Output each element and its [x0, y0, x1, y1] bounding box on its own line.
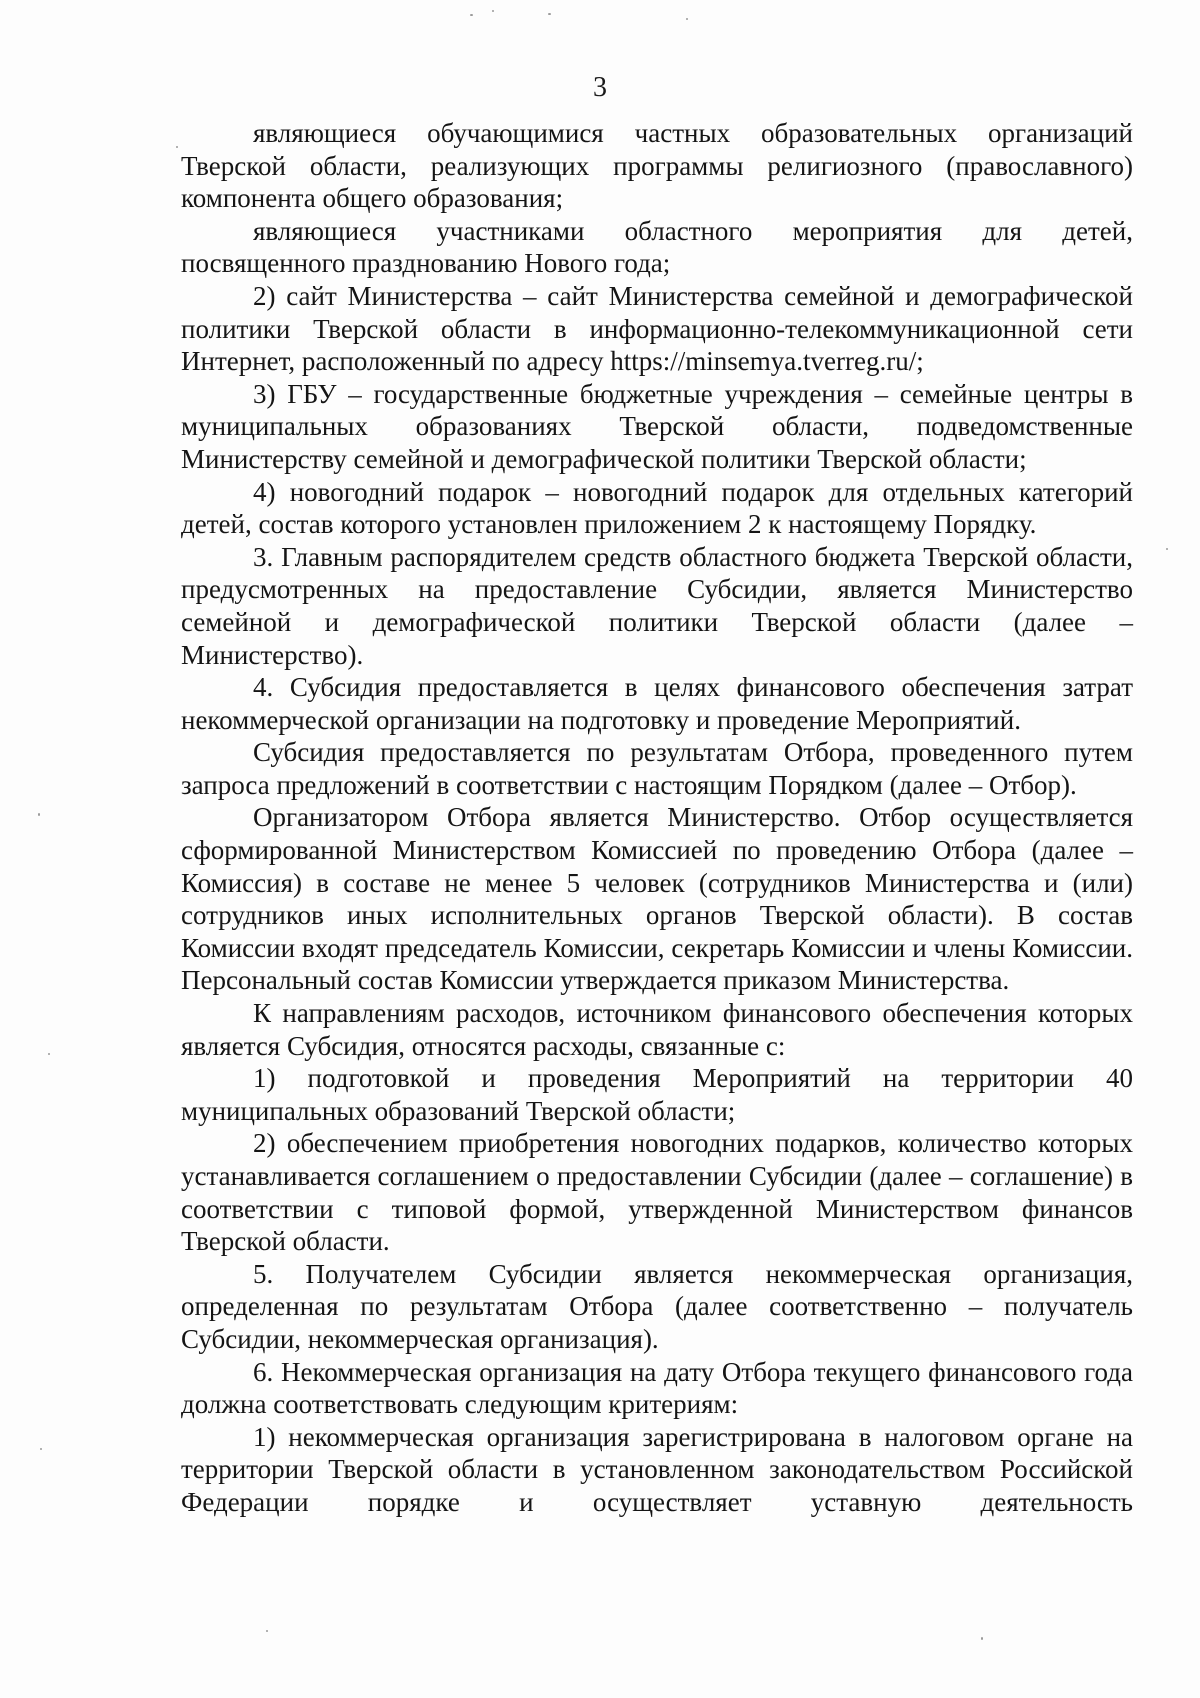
- scan-speck: [40, 1448, 42, 1450]
- paragraph: Субсидия предоставляется по результатам Отбора, проведенного путем запроса предложений в соответствии с настоящим Порядком (далее – Отбор).: [181, 737, 1133, 800]
- scan-speck: [981, 1637, 983, 1640]
- scan-speck: [492, 10, 494, 12]
- document-body: [181, 117, 1133, 1519]
- paragraph: 4) новогодний подарок – новогодний подарок для отдельных категорий детей, состав которого установлен приложением 2 к настоящему Порядку.: [181, 476, 1133, 540]
- paragraph: являющиеся обучающимися частных образовательных организаций Тверской области, реализующих программы религиозного (православного) компонента общего образования;: [181, 118, 1133, 214]
- paragraph: К направлениям расходов, источником финансового обеспечения которых является Субсидия, относятся расходы, связанные с:: [181, 998, 1133, 1061]
- scan-speck: [38, 813, 40, 816]
- paragraph: 3) ГБУ – государственные бюджетные учреждения – семейные центры в муниципальных образованиях Тверской области, подведомственные Министерству семейной и демографической политики Тверской области;: [181, 378, 1133, 474]
- paragraph: 3. Главным распорядителем средств областного бюджета Тверской области, предусмотренных на предоставление Субсидии, является Министерство семейной и демографической политики Тверской области (далее – Министерство).: [181, 541, 1133, 670]
- paragraph: 5. Получателем Субсидии является некоммерческая организация, определенная по результатам Отбора (далее соответственно – получатель Субсидии, некоммерческая организация).: [181, 1258, 1133, 1354]
- scan-speck: [686, 18, 688, 20]
- paragraph: являющиеся участниками областного мероприятия для детей, посвященного празднованию Нового года;: [181, 215, 1133, 279]
- paragraph: 6. Некоммерческая организация на дату Отбора текущего финансового года должна соответствовать следующим критериям:: [181, 1356, 1133, 1420]
- page-number: 3: [593, 72, 607, 103]
- paragraph: 2) обеспечением приобретения новогодних подарков, количество которых устанавливается соглашением о предоставлении Субсидии (далее – соглашение) в соответствии с типовой формой, утвержденной Министерством финансов Тверской области.: [181, 1128, 1133, 1257]
- paragraph: 2) сайт Министерства – сайт Министерства семейной и демографической политики Тверской области в информационно-телекоммуникационной сети Интернет, расположенный по адресу https://minsemya.tverreg.ru/;: [181, 280, 1133, 377]
- paragraph: 4. Субсидия предоставляется в целях финансового обеспечения затрат некоммерческой организации на подготовку и проведение Мероприятий.: [181, 672, 1133, 735]
- scan-speck: [470, 14, 473, 16]
- scan-speck: [548, 13, 551, 15]
- scan-speck: [266, 1630, 268, 1632]
- scan-speck: [1166, 548, 1168, 550]
- paragraph: 1) некоммерческая организация зарегистрирована в налоговом органе на территории Тверской области в установленном законодательством Российской Федерации порядке и осуществляет уставную деятельность: [181, 1421, 1133, 1517]
- paragraph: Организатором Отбора является Министерство. Отбор осуществляется сформированной Министерством Комиссией по проведению Отбора (далее – Комиссия) в составе не менее 5 человек (сотрудников Министерства и (или) сотрудников иных исполнительных органов Тверской области). В состав Комиссии входят председатель Комиссии, секретарь Комиссии и члены Комиссии. Персональный состав Комиссии утверждается приказом Министерства.: [181, 802, 1133, 996]
- scan-speck: [48, 1053, 50, 1055]
- scan-speck: [176, 146, 178, 148]
- paragraph: 1) подготовкой и проведения Мероприятий на территории 40 муниципальных образований Тверской области;: [181, 1063, 1133, 1126]
